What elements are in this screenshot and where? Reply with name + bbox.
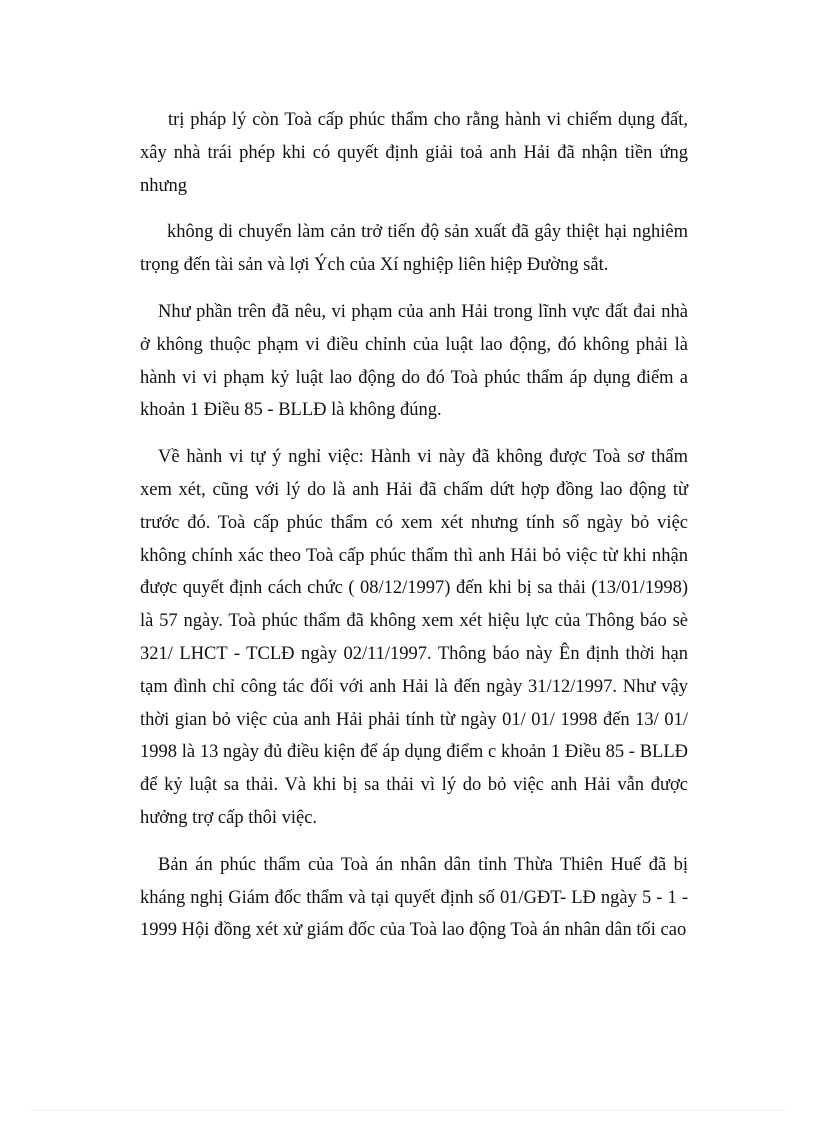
- page-bottom-divider: [30, 1110, 786, 1111]
- paragraph-3: Như phần trên đã nêu, vi phạm của anh Hải trong lĩnh vực đất đai nhà ở không thuộc phạm vi điều chỉnh của luật lao động, đó không phải là hành vi vi phạm kỷ luật lao động do đó Toà phúc thẩm áp dụng điểm a khoản 1 Điều 85 - BLLĐ là không đúng.: [140, 301, 688, 421]
- body-text: [140, 104, 688, 947]
- paragraph-2: không di chuyển làm cản trở tiến độ sản xuất đã gây thiệt hại nghiêm trọng đến tài sản và lợi Ých của Xí nghiệp liên hiệp Đường sắt.: [140, 222, 688, 276]
- paragraph-4: Về hành vi tự ý nghỉ việc: Hành vi này đã không được Toà sơ thẩm xem xét, cũng với lý do là anh Hải đã chấm dứt hợp đồng lao động từ trước đó. Toà cấp phúc thẩm có xem xét nhưng tính số ngày bỏ việc không chính xác theo Toà cấp phúc thẩm thì anh Hải bỏ việc từ khi nhận được quyết định cách chức ( 08/12/1997) đến khi bị sa thải (13/01/1998) là 57 ngày. Toà phúc thẩm đã không xem xét hiệu lực của Thông báo sè 321/ LHCT - TCLĐ ngày 02/11/1997. Thông báo này Ên định thời hạn tạm đình chỉ công tác đối với anh Hải là đến ngày 31/12/1997. Như vậy thời gian bỏ việc của anh Hải phải tính từ ngày 01/ 01/ 1998 đến 13/ 01/ 1998 là 13 ngày đủ điều kiện để áp dụng điểm c khoản 1 Điều 85 - BLLĐ để kỷ luật sa thải. Và khi bị sa thải vì lý do bỏ việc anh Hải vẫn được hưởng trợ cấp thôi việc.: [140, 447, 688, 828]
- paragraph-5: Bản án phúc thẩm của Toà án nhân dân tỉnh Thừa Thiên Huế đã bị kháng nghị Giám đốc thẩm và tại quyết định số 01/GĐT- LĐ ngày 5 - 1 - 1999 Hội đồng xét xử giám đốc của Toà lao động Toà án nhân dân tối cao: [140, 854, 688, 941]
- paragraph-1: trị pháp lý còn Toà cấp phúc thẩm cho rằng hành vi chiếm dụng đất, xây nhà trái phép khi có quyết định giải toả anh Hải đã nhận tiền ứng nhưng: [140, 110, 688, 196]
